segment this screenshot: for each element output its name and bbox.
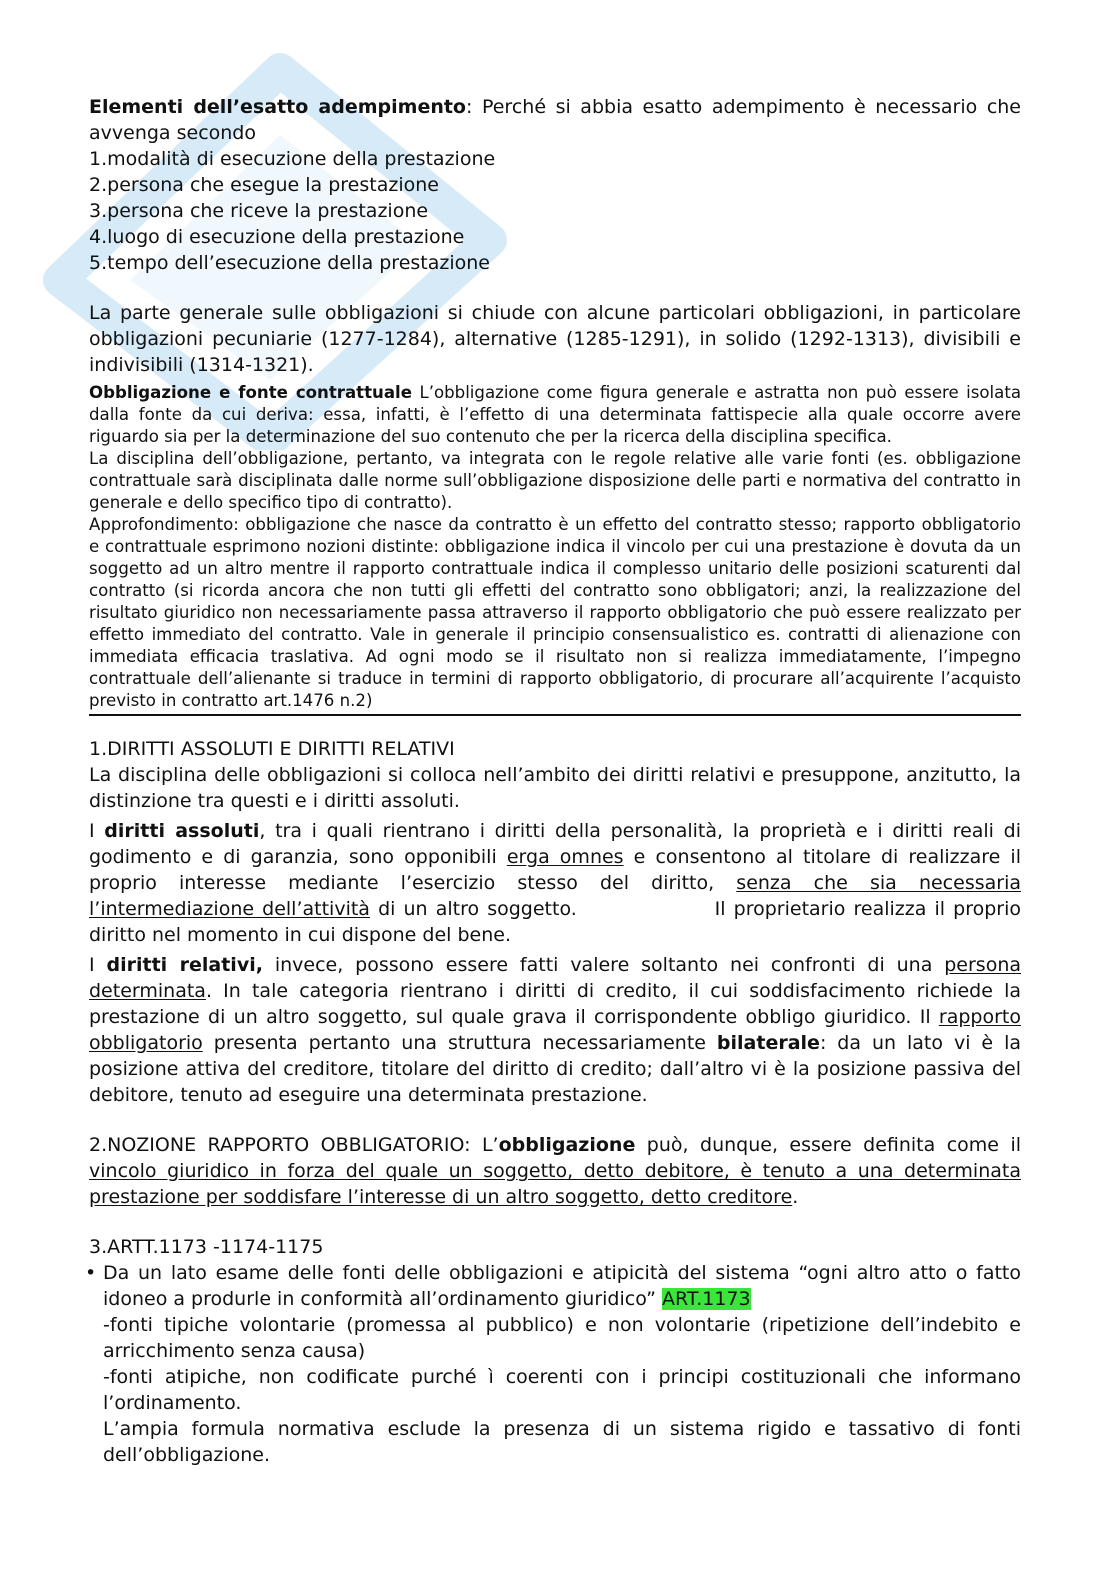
intro-heading-tail: : Perché si abbia esatto adempimento è necessario che avvenga secondo	[89, 96, 1021, 144]
list-item: 1.modalità di esecuzione della prestazione	[89, 148, 496, 170]
parte-generale-paragraph: La parte generale sulle obbligazioni si chiude con alcune particolari obbligazioni, in particolare obbligazioni pecuniarie (1277-1284), alternative (1285-1291), in solido (1292-1313), divisibili e indivisibili (1314-1321).	[89, 302, 1021, 376]
diritti-assoluti-term: diritti assoluti	[104, 820, 260, 842]
fonti-tipiche-line: -fonti tipiche volontarie (promessa al pubblico) e non volontarie (ripetizione dell’indebito e arricchimento senza causa)	[103, 1314, 1021, 1362]
text-run: di un altro soggetto. Il proprietario realizza il proprio diritto nel momento in cui dispone del bene.	[89, 898, 1028, 946]
erga-omnes-underlined: erga omnes	[506, 846, 624, 868]
fonte-heading: Obbligazione e fonte contrattuale	[89, 383, 413, 402]
text-run: I	[89, 820, 105, 842]
section-divider	[89, 714, 1021, 716]
definizione-underlined: vincolo giuridico in forza del quale un soggetto, detto debitore, è tenuto a una determinata prestazione per soddisfare l’interesse di un altro soggetto, detto creditore	[89, 1160, 1021, 1208]
artt-title: 3.ARTT.1173 -1174-1175	[89, 1236, 324, 1258]
text-run: .	[792, 1186, 799, 1208]
text-run: 2.NOZIONE RAPPORTO OBBLIGATORIO: L’	[89, 1134, 499, 1156]
persona-determinata-underlined: persona determinata	[89, 954, 1022, 1002]
text-run: invece, possono essere fatti valere soltanto nei confronti di una	[262, 954, 945, 976]
list-item: 5.tempo dell’esecuzione della prestazione	[89, 252, 490, 274]
text-run: I	[89, 954, 107, 976]
diritti-paragraph-1: La disciplina delle obbligazioni si colloca nell’ambito dei diritti relativi e presuppone, anzitutto, la distinzione tra questi e i diritti assoluti.	[89, 764, 1021, 812]
text-run: può, dunque, essere definita come il	[635, 1134, 1021, 1156]
intro-heading: Elementi dell’esatto adempimento	[89, 96, 466, 118]
list-item	[85, 1260, 1021, 1468]
list-item: 3.persona che riceve la prestazione	[89, 200, 429, 222]
fonte-text: L’obbligazione come figura generale e astratta non può essere isolata dalla fonte da cui deriva: essa, infatti, è l’effetto di una determinata fattispecie alla quale occorre avere riguardo sia per la determinazione del suo contenuto che per la ricerca della disciplina specifica.	[89, 383, 1022, 446]
bullet-icon: •	[85, 1262, 97, 1284]
intro-paragraph	[89, 94, 1021, 146]
art-1173-highlight: ART.1173	[662, 1288, 751, 1310]
intro-list	[89, 146, 1021, 276]
diritti-assoluti-paragraph	[89, 818, 1028, 948]
text-run: : da un lato vi è la posizione attiva del creditore, titolare del diritto di credito; dall’altro vi è la posizione passiva del debitore, tenuto ad eseguire una determinata prestazione.	[89, 1032, 1021, 1106]
text-run: , tra i quali rientrano i diritti della personalità, la proprietà e i diritti reali di godimento e di garanzia, sono opponibili	[89, 820, 1021, 868]
obbligazione-term: obbligazione	[498, 1134, 636, 1156]
text-run: e consentono al titolare di realizzare il proprio interesse mediante l’esercizio stesso del diritto,	[89, 846, 1021, 894]
bilaterale-term: bilaterale	[716, 1032, 820, 1054]
text-run: . In tale categoria rientrano i diritti di credito, il cui soddisfacimento richiede la prestazione di un altro soggetto, sul quale grava il corrispondente obbligo giuridico. Il	[89, 980, 1021, 1028]
fonte-paragraph	[89, 382, 1021, 448]
text-run: Da un lato esame delle fonti delle obbligazioni e atipicità del sistema “ogni altro atto o fatto idoneo a produrle in conformità all’ordinamento giuridico”	[103, 1262, 1021, 1310]
approfondimento-paragraph: Approfondimento: obbligazione che nasce da contratto è un effetto del contratto stesso; rapporto obbligatorio e contrattuale esprimono nozioni distinte: obbligazione indica il vincolo per cui una prestazione è dovuta da un soggetto ad un altro mentre il rapporto contrattuale indica il complesso unitario delle posizioni scaturenti dal contratto (si ricorda ancora che non tutti gli effetti del contratto sono obbligatori; anzi, la realizzazione del risultato giuridico non necessariamente passa attraverso il rapporto obbligatorio che può essere realizzato per effetto immediato del contratto. Vale in generale il principio consensualistico es. contratti di alienazione con immediata efficacia traslativa. Ad ogni modo se il risultato non si realizza immediatamente, l’impegno contrattuale dell’alienante si traduce in termini di rapporto obbligatorio, di procurare all’acquirente l’acquisto previsto in contratto art.1476 n.2)	[89, 515, 1021, 710]
diritti-relativi-paragraph	[89, 952, 1021, 1108]
list-item: 2.persona che esegue la prestazione	[89, 174, 439, 196]
text-run: presenta pertanto una struttura necessariamente	[202, 1032, 717, 1054]
fonti-atipiche-line: -fonti atipiche, non codificate purché ì coerenti con i principi costituzionali che informano l’ordinamento.	[103, 1366, 1021, 1414]
intermediazione-underlined: senza che sia necessaria l’intermediazione dell’attività	[89, 872, 1021, 920]
fonte-paragraph-2: La disciplina dell’obbligazione, pertanto, va integrata con le regole relative alle varie fonti (es. obbligazione contrattuale sarà disciplinata dalle norme sull’obbligazione disposizione delle parti e normativa del contratto in generale e dello specifico tipo di contratto).	[89, 449, 1021, 512]
document-page	[85, 94, 1028, 1468]
formula-normativa-line: L’ampia formula normativa esclude la presenza di un sistema rigido e tassativo di fonti dell’obbligazione.	[103, 1418, 1021, 1466]
diritti-title: 1.DIRITTI ASSOLUTI E DIRITTI RELATIVI	[89, 738, 455, 760]
list-item: 4.luogo di esecuzione della prestazione	[89, 226, 465, 248]
diritti-relativi-term: diritti relativi,	[106, 954, 263, 976]
artt-bullet-text	[103, 1260, 1021, 1312]
rapporto-obbligatorio-underlined: rapporto obbligatorio	[89, 1006, 1021, 1054]
nozione-paragraph	[89, 1132, 1021, 1210]
